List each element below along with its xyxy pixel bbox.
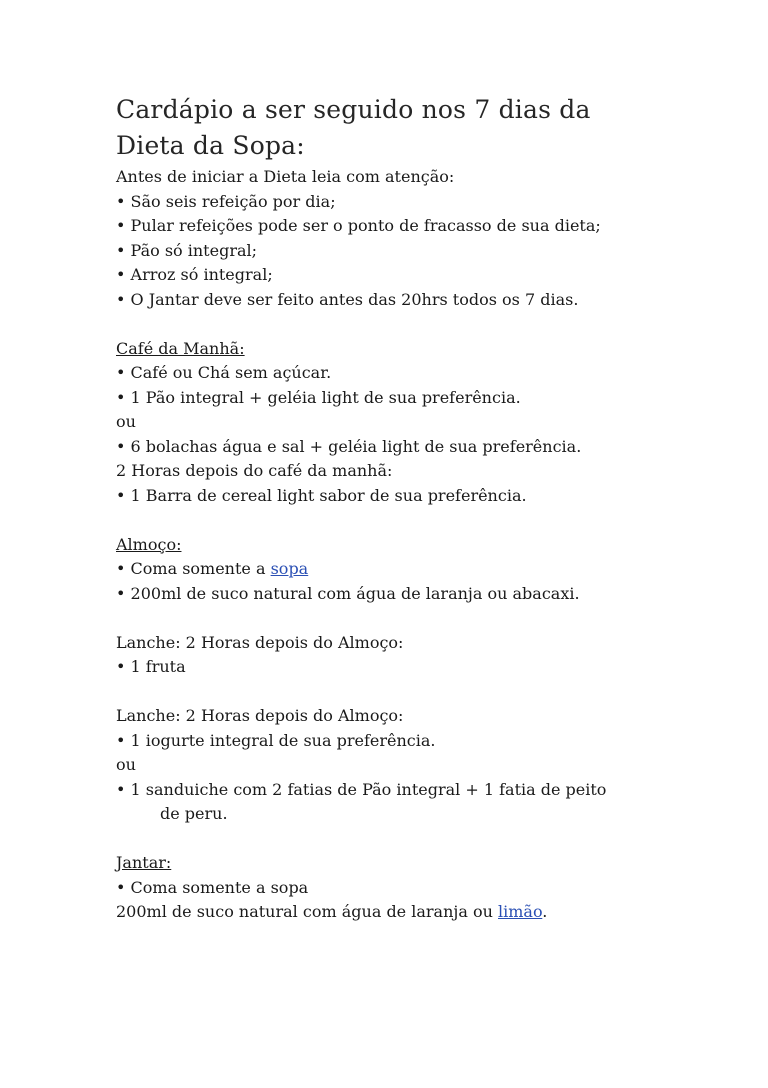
almoco-heading: Almoço: (116, 534, 182, 554)
intro-bullet: • Pão só integral; (116, 240, 258, 260)
document-title (116, 92, 656, 164)
cafe-section (116, 337, 656, 509)
intro-bullet: • São seis refeição por dia; (116, 191, 336, 211)
lanche-section-1 (116, 631, 656, 680)
sopa-link[interactable]: sopa (270, 559, 309, 578)
lanche-heading: Lanche: 2 Horas depois do Almoço: (116, 632, 404, 652)
intro-bullet: • O Jantar deve ser feito antes das 20hrs todos os 7 dias. (116, 289, 579, 309)
almoco-line-text: • Coma somente a (116, 559, 271, 578)
lanche-line: • 1 fruta (116, 657, 186, 676)
lanche-section-2 (116, 704, 656, 827)
jantar-section (116, 851, 656, 925)
lanche-heading: Lanche: 2 Horas depois do Almoço: (116, 706, 404, 725)
spacer (116, 680, 656, 705)
cafe-line: • Café ou Chá sem açúcar. (116, 363, 332, 382)
title-line-1: Cardápio a ser seguido nos 7 dias da (116, 95, 591, 124)
jantar-heading: Jantar: (116, 853, 172, 872)
jantar-line-text: 200ml de suco natural com água de laranja ou (116, 902, 498, 921)
cafe-heading: Café da Manhã: (116, 338, 245, 358)
intro-bullet: • Arroz só integral; (116, 265, 273, 284)
cafe-line: 2 Horas depois do café da manhã: (116, 461, 393, 480)
lanche-line: • 1 sanduiche com 2 fatias de Pão integral + 1 fatia de peito (116, 779, 607, 799)
lanche-line-continuation: de peru. (160, 804, 228, 823)
cafe-line: • 1 Barra de cereal light sabor de sua preferência. (116, 485, 527, 505)
title-line-2: Dieta da Sopa: (116, 131, 305, 160)
limao-link[interactable]: limão (498, 902, 543, 921)
spacer (116, 312, 656, 337)
document-page (116, 92, 656, 925)
jantar-line (116, 900, 656, 925)
lanche-line: • 1 iogurte integral de sua preferência. (116, 730, 436, 750)
almoco-line: • 200ml de suco natural com água de laranja ou abacaxi. (116, 583, 580, 603)
almoco-line (116, 557, 656, 582)
spacer (116, 827, 656, 852)
cafe-line: ou (116, 412, 136, 431)
spacer (116, 606, 656, 631)
spacer (116, 508, 656, 533)
jantar-line-suffix: . (542, 902, 548, 921)
almoco-section (116, 533, 656, 607)
intro-section (116, 165, 656, 312)
jantar-line: • Coma somente a sopa (116, 877, 309, 897)
cafe-line: • 1 Pão integral + geléia light de sua preferência. (116, 387, 521, 407)
cafe-line: • 6 bolachas água e sal + geléia light de sua preferência. (116, 436, 582, 456)
lanche-line: ou (116, 755, 136, 774)
intro-bullet: • Pular refeições pode ser o ponto de fracasso de sua dieta; (116, 216, 601, 235)
intro-lead: Antes de iniciar a Dieta leia com atenção: (116, 167, 455, 186)
